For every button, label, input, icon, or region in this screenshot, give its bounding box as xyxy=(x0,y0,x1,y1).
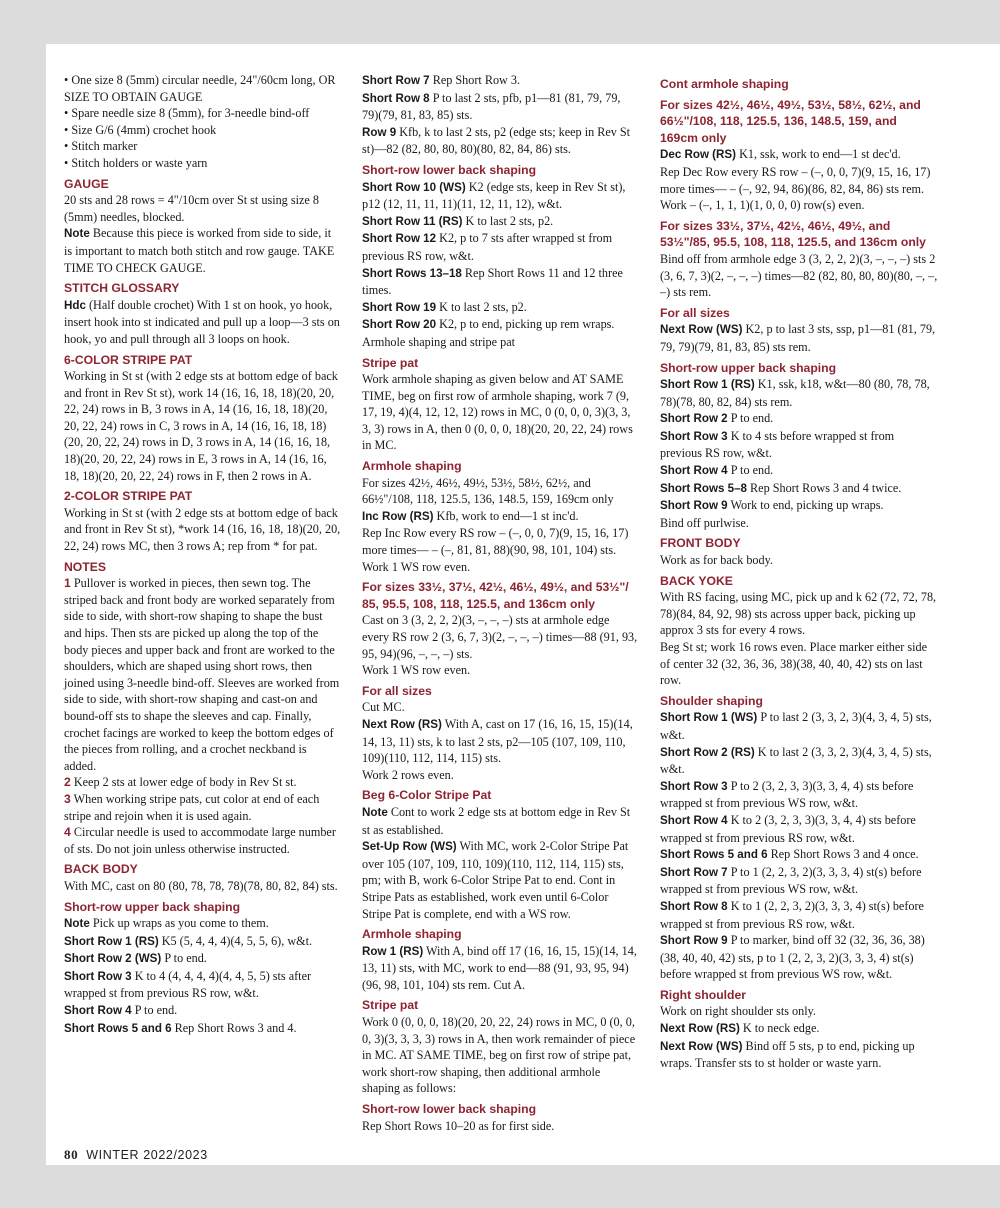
row-label: Short Row 3 xyxy=(64,969,132,983)
instruction-paragraph xyxy=(660,898,938,932)
row-label: Short Row 9 xyxy=(660,934,728,948)
materials-list-item xyxy=(64,155,341,172)
instruction-paragraph xyxy=(362,316,638,350)
instruction-paragraph xyxy=(660,812,938,846)
instruction-paragraph xyxy=(660,515,938,532)
section-heading: For sizes 33½, 37½, 42½, 46½, 49½, and 53½"/ 85, 95.5, 108, 118, 125.5, and 136cm only xyxy=(362,580,629,611)
instruction-paragraph xyxy=(362,1118,638,1135)
row-label: Short Row 19 xyxy=(362,300,437,314)
instruction-paragraph xyxy=(362,943,638,994)
paragraph-text: K to 1 (2, 2, 3, 2)(3, 3, 3, 4) st(s) before wrapped st from previous RS row, w&t. xyxy=(660,898,924,931)
paragraph-text: P to 1 (2, 2, 3, 2)(3, 3, 3, 4) st(s) before wrapped st from previous WS row, w&t. xyxy=(660,864,922,897)
paragraph-text: Work – (–, 1, 1, 1)(1, 0, 0, 0) row(s) even. xyxy=(660,198,865,213)
row-label: Short Row 8 xyxy=(660,899,728,913)
section-heading: Armhole shaping xyxy=(362,459,462,474)
paragraph-text: Bind off from armhole edge 3 (3, 2, 2, 2)(3, –, –, –) sts 2 (3, 6, 7, 3)(2, –, –, –) times—82 (82, 80, 80, 80)(80, –, –, –) sts rem. xyxy=(660,251,938,300)
column-1 xyxy=(64,72,341,1037)
section-heading: For all sizes xyxy=(362,683,432,698)
row-label: Short Row 8 xyxy=(362,91,430,105)
instruction-paragraph xyxy=(660,846,938,864)
paragraph-text: Rep Short Rows 3 and 4 once. xyxy=(767,847,919,862)
row-label: Note xyxy=(64,917,90,931)
section-heading: Stripe pat xyxy=(362,355,419,370)
instruction-paragraph xyxy=(660,1038,938,1072)
note-number: 3 xyxy=(64,791,71,806)
paragraph-text: Rep Short Rows 11 and 12 three times. xyxy=(362,265,623,298)
row-label: Short Rows 5–8 xyxy=(660,481,747,495)
paragraph-text: With MC, work 2-Color Stripe Pat over 105 (107, 109, 110, 109)(110, 112, 114, 115) sts, pm; with B, work 6-Color Stripe Pat to end. Cont in Stripe Pats as established, work even until 6-Color Stripe Pat is complete, end with a WS row. xyxy=(362,839,629,921)
paragraph-text: Work on right shoulder sts only. xyxy=(660,1004,816,1019)
instruction-paragraph xyxy=(64,575,341,774)
note-number: 4 xyxy=(64,825,71,840)
paragraph-text: K1, ssk, work to end—1 st dec'd. xyxy=(736,147,901,162)
paragraph-text: P to 2 (3, 2, 3, 3)(3, 3, 4, 4) sts before wrapped st from previous WS row, w&t. xyxy=(660,778,914,811)
paragraph-text: (Half double crochet) With 1 st on hook, yo hook, insert hook into st indicated and pull up a loop—3 sts on hook, yo and pull through all 3 loops on hook. xyxy=(64,297,340,346)
paragraph-text: Rep Inc Row every RS row – (–, 0, 0, 7)(9, 15, 16, 17) more times— – (–, 81, 81, 88)(90, 98, 101, 104) sts. xyxy=(362,526,629,558)
instruction-paragraph xyxy=(362,1014,638,1097)
instruction-paragraph xyxy=(660,376,938,410)
paragraph-text: K to last 2 sts, p2. xyxy=(436,299,527,314)
materials-list-item xyxy=(64,72,341,105)
instruction-paragraph xyxy=(362,179,638,213)
row-label: Short Row 4 xyxy=(660,464,728,478)
paragraph-text: Rep Short Rows 10–20 as for first side. xyxy=(362,1118,555,1133)
row-label: Short Row 1 (RS) xyxy=(660,378,755,392)
bullet-icon: • xyxy=(64,139,72,154)
instruction-paragraph xyxy=(64,878,341,895)
section-heading: Shoulder shaping xyxy=(660,693,763,708)
row-label: Next Row (WS) xyxy=(660,323,743,337)
row-label: Dec Row (RS) xyxy=(660,148,737,162)
instruction-paragraph xyxy=(362,72,638,90)
paragraph-text: For sizes 42½, 46½, 49½, 53½, 58½, 62½, and 66½"/108, 118, 125.5, 136, 148.5, 159, 169cm only xyxy=(362,475,614,507)
section-heading: Right shoulder xyxy=(660,987,746,1002)
instruction-paragraph xyxy=(660,589,938,639)
section-heading: For sizes 33½, 37½, 42½, 46½, 49½, and 53½"/85, 95.5, 108, 118, 125.5, and 136cm only xyxy=(660,218,926,250)
section-heading: Beg 6-Color Stripe Pat xyxy=(362,788,492,803)
paragraph-text: P to end. xyxy=(727,463,774,478)
paragraph-text: K to 4 sts before wrapped st from previous RS row, w&t. xyxy=(660,428,895,461)
materials-list-item xyxy=(64,138,341,155)
instruction-paragraph xyxy=(64,968,341,1002)
row-label: Next Row (RS) xyxy=(362,717,442,731)
row-label: Short Row 10 (WS) xyxy=(362,180,466,194)
paragraph-text: K to 2 (3, 2, 3, 3)(3, 3, 4, 4) sts before wrapped st from previous RS row, w&t. xyxy=(660,812,916,845)
bullet-icon: • xyxy=(64,122,72,137)
row-label: Next Row (WS) xyxy=(660,1039,743,1053)
instruction-paragraph xyxy=(64,915,341,933)
paragraph-text: Working in St st (with 2 edge sts at bottom edge of back and front in Rev St st), work 14 (16, 16, 18, 18)(20, 20, 22, 24) rows in B, 3 rows in A, 14 (16, 16, 18, 18)(20, 20, 22, 24) rows in C, 3 rows in A, 14 (16, 16, 18, 18)(20, 20, 22, 24) rows in D, 3 rows in A, 14 (16, 16, 18, 18)(20, 20, 22, 24) rows in E, 3 rows in A, 14 (16, 16, 18, 18)(20, 20, 22, 24) rows in F, then 2 rows in A. xyxy=(64,369,338,483)
paragraph-text: Cast on 3 (3, 2, 2, 2)(3, –, –, –) sts at armhole edge every RS row 2 (3, 6, 7, 3)(2, –, –, –) times—88 (91, 93, 95, 94)(96, –, –, –) sts. xyxy=(362,613,638,661)
instruction-paragraph xyxy=(362,90,638,124)
row-label: Short Row 2 (RS) xyxy=(660,745,755,759)
row-label: Short Rows 13–18 xyxy=(362,266,462,280)
instruction-paragraph xyxy=(64,1002,341,1020)
section-heading: BACK BODY xyxy=(64,862,138,877)
row-label: Short Row 9 xyxy=(660,499,728,513)
paragraph-text: K to 4 (4, 4, 4, 4)(4, 4, 5, 5) sts after wrapped st from previous RS row, w&t. xyxy=(64,968,312,1001)
instruction-paragraph xyxy=(362,124,638,158)
row-label: Short Row 3 xyxy=(660,779,728,793)
instruction-paragraph xyxy=(660,251,938,301)
paragraph-text: Work as for back body. xyxy=(660,553,773,568)
instruction-paragraph xyxy=(362,299,638,317)
section-heading: Short-row upper back shaping xyxy=(64,899,241,914)
paragraph-text: K2, p to last 3 sts, ssp, p1—81 (81, 79, 79, 79)(79, 81, 83, 85) sts rem. xyxy=(660,322,936,354)
row-label: Short Row 4 xyxy=(64,1004,132,1018)
section-heading: STITCH GLOSSARY xyxy=(64,281,180,296)
row-label: Short Row 7 xyxy=(362,74,430,87)
instruction-paragraph xyxy=(660,410,938,428)
row-label: Next Row (RS) xyxy=(660,1022,740,1036)
materials-list-item xyxy=(64,105,341,122)
paragraph-text: Bind off 5 sts, p to end, picking up wraps. Transfer sts to st holder or waste yarn. xyxy=(660,1038,915,1071)
row-label: Short Row 2 (WS) xyxy=(64,952,162,966)
instruction-paragraph xyxy=(64,824,341,857)
section-heading: FRONT BODY xyxy=(660,536,741,551)
section-heading: Short-row lower back shaping xyxy=(362,1102,537,1117)
paragraph-text: K2, p to end, picking up rem wraps. Armhole shaping and stripe pat xyxy=(362,317,615,349)
row-label: Note xyxy=(64,227,90,241)
instruction-paragraph xyxy=(362,559,638,576)
instruction-paragraph xyxy=(660,146,938,164)
instruction-paragraph xyxy=(64,950,341,968)
instruction-paragraph xyxy=(64,297,341,348)
note-number: 2 xyxy=(64,775,71,790)
paragraph-text: With MC, cast on 80 (80, 78, 78, 78)(78, 80, 82, 84) sts. xyxy=(64,878,338,893)
paragraph-text: K2, p to 7 sts after wrapped st from previous RS row, w&t. xyxy=(362,231,613,263)
instruction-paragraph xyxy=(660,932,938,983)
paragraph-text: K to last 2 sts, p2. xyxy=(462,213,554,228)
paragraph-text: P to marker, bind off 32 (32, 36, 36, 38)(38, 40, 40, 42) sts, p to 1 (2, 2, 3, 2)(3, 3, 3, 4) st(s) before wrapped st from previous WS row, w&t. xyxy=(660,933,925,982)
paragraph-text: Rep Short Row 3. xyxy=(429,73,521,87)
paragraph-text: Work 1 WS row even. xyxy=(362,559,471,574)
paragraph-text: Work to end, picking up wraps. xyxy=(727,498,884,513)
row-label: Short Row 20 xyxy=(362,318,437,332)
section-heading: Armhole shaping xyxy=(362,927,462,942)
paragraph-text: Circular needle is used to accommodate large number of sts. Do not join unless otherwise instructed. xyxy=(64,825,336,856)
row-label: Note xyxy=(362,805,388,819)
paragraph-text: Working in St st (with 2 edge sts at bottom edge of back and front in Rev St st), *work 14 (16, 16, 18, 18)(20, 20, 22, 24) rows MC, then 3 rows A; rep from * for pat. xyxy=(64,505,341,554)
materials-list-item xyxy=(64,122,341,139)
paragraph-text: With A, cast on 17 (16, 16, 15, 15)(14, 14, 13, 11) sts, k to last 2 sts, p2—105 (107, 109, 110, 109)(110, 112, 114, 115) sts. xyxy=(362,716,633,766)
section-heading: Short-row upper back shaping xyxy=(660,360,837,375)
paragraph-text: Cut MC. xyxy=(362,700,405,715)
page-footer xyxy=(64,1147,208,1163)
instruction-paragraph xyxy=(64,933,341,951)
bullet-icon: • xyxy=(64,106,72,121)
magazine-page xyxy=(46,44,1000,1165)
note-number: 1 xyxy=(64,576,71,591)
instruction-paragraph xyxy=(64,192,341,225)
instruction-paragraph xyxy=(64,225,341,276)
paragraph-text: K5 (5, 4, 4, 4)(4, 5, 5, 6), w&t. xyxy=(158,933,313,948)
instruction-paragraph xyxy=(362,525,638,558)
paragraph-text: K1, ssk, k18, w&t—80 (80, 78, 78, 78)(78, 80, 82, 84) sts rem. xyxy=(660,377,930,409)
row-label: Short Row 4 xyxy=(660,813,728,827)
paragraph-text: K to neck edge. xyxy=(739,1021,820,1036)
paragraph-text: Rep Dec Row every RS row – (–, 0, 0, 7)(9, 15, 16, 17) more times— – (–, 92, 94, 86)(86, 82, 84, 86) sts rem. xyxy=(660,164,931,196)
instruction-paragraph xyxy=(362,371,638,454)
instruction-paragraph xyxy=(362,213,638,231)
instruction-paragraph xyxy=(660,1003,938,1020)
bullet-icon: • xyxy=(64,73,72,87)
instruction-paragraph xyxy=(64,791,341,824)
paragraph-text: Keep 2 sts at lower edge of body in Rev St st. xyxy=(70,775,297,790)
instruction-paragraph xyxy=(362,716,638,767)
instruction-paragraph xyxy=(660,462,938,480)
instruction-paragraph xyxy=(660,709,938,743)
list-item-text: One size 8 (5mm) circular needle, 24"/60cm long, OR SIZE TO OBTAIN GAUGE xyxy=(64,73,336,104)
column-3 xyxy=(660,72,938,1072)
row-label: Row 9 xyxy=(362,125,397,139)
row-label: Short Row 7 xyxy=(660,865,728,879)
paragraph-text: Beg St st; work 16 rows even. Place marker either side of center 32 (32, 36, 36, 38)(38, 40, 40, 42) sts on last row. xyxy=(660,640,928,688)
instruction-paragraph xyxy=(660,552,938,569)
list-item-text: Spare needle size 8 (5mm), for 3-needle bind-off xyxy=(71,106,310,121)
instruction-paragraph xyxy=(660,497,938,515)
paragraph-text: Because this piece is worked from side to side, it is important to match both stitch and row gauge. TAKE TIME TO CHECK GAUGE. xyxy=(64,226,335,275)
instruction-paragraph xyxy=(660,428,938,462)
list-item-text: Stitch marker xyxy=(71,139,138,154)
row-label: Short Row 12 xyxy=(362,232,437,246)
instruction-paragraph xyxy=(660,321,938,355)
paragraph-text: K to last 2 (3, 3, 2, 3)(4, 3, 4, 5) sts, w&t. xyxy=(660,744,932,777)
row-label: Row 1 (RS) xyxy=(362,944,424,958)
bullet-icon: • xyxy=(64,155,72,170)
paragraph-text: P to end. xyxy=(161,951,207,966)
section-heading: Stripe pat xyxy=(362,998,419,1013)
instruction-paragraph xyxy=(362,838,638,922)
section-heading: BACK YOKE xyxy=(660,573,733,588)
paragraph-text: 20 sts and 28 rows = 4"/10cm over St st using size 8 (5mm) needles, blocked. xyxy=(64,193,319,224)
instruction-paragraph xyxy=(660,164,938,197)
list-item-text: Stitch holders or waste yarn xyxy=(71,155,208,170)
instruction-paragraph xyxy=(660,778,938,812)
instruction-paragraph xyxy=(362,265,638,299)
instruction-paragraph xyxy=(660,639,938,689)
paragraph-text: P to end. xyxy=(131,1003,178,1018)
row-label: Short Row 3 xyxy=(660,429,728,443)
paragraph-text: Work 1 WS row even. xyxy=(362,663,471,678)
paragraph-text: K2 (edge sts, keep in Rev St st), p12 (12, 11, 11, 11)(11, 12, 11, 12), w&t. xyxy=(362,179,626,212)
row-label: Hdc xyxy=(64,298,86,312)
paragraph-text: Kfb, k to last 2 sts, p2 (edge sts; keep in Rev St st)—82 (82, 80, 80, 80)(80, 82, 84, 86) sts. xyxy=(362,124,631,157)
page-number: 80 xyxy=(64,1147,79,1162)
instruction-paragraph xyxy=(362,804,638,838)
paragraph-text: Work armhole shaping as given below and AT SAME TIME, beg on first row of armhole shaping, work 7 (9, 17, 19, 4)(4, 12, 12, 12) rows in MC, 0 (0, 0, 0, 3)(3, 3, 3, 3) rows in A, then 0 (0, 0, 0, 18)(20, 20, 22, 24) rows in MC. xyxy=(362,372,633,453)
section-heading: NOTES xyxy=(64,559,106,574)
section-heading: Short-row lower back shaping xyxy=(362,162,537,177)
instruction-paragraph xyxy=(362,767,638,784)
paragraph-text: Pick up wraps as you come to them. xyxy=(89,916,269,931)
paragraph-text: P to last 2 sts, pfb, p1—81 (81, 79, 79, 79)(79, 81, 83, 85) sts. xyxy=(362,90,621,123)
instruction-paragraph xyxy=(660,197,938,214)
instruction-paragraph xyxy=(362,508,638,526)
row-label: Short Rows 5 and 6 xyxy=(660,848,768,862)
instruction-paragraph xyxy=(660,864,938,898)
paragraph-text: Rep Short Rows 3 and 4. xyxy=(171,1020,297,1035)
instruction-paragraph xyxy=(362,612,638,662)
instruction-paragraph xyxy=(362,475,638,508)
section-heading: 6-COLOR STRIPE PAT xyxy=(64,352,193,367)
instruction-paragraph xyxy=(362,662,638,679)
paragraph-text: Work 0 (0, 0, 0, 18)(20, 20, 22, 24) rows in MC, 0 (0, 0, 0, 3)(3, 3, 3, 3) rows in A, then work remainder of piece in MC. AT SAME TIME, beg on first row of stripe pat, work short-row shaping, then additional armhole shaping as follows: xyxy=(362,1015,636,1096)
section-heading: 2-COLOR STRIPE PAT xyxy=(64,489,193,504)
paragraph-text: Pullover is worked in pieces, then sewn tog. The striped back and front body are worked separately from side to side, with short-row shaping to shape the bust and hips. Then sts are picked up along the top of the body pieces and upper back and front are worked to the shoulders, which are shaped using short rows, then joined using 3-needle bind-off. Sleeves are worked from side to side, with short-row shaping and cast-on and bound-off sts to shape the sleeves and cap. Finally, crochet facings are worked to keep the bottom edges of the pieces from rolling, and a crochet neckband is added. xyxy=(64,576,340,773)
paragraph-text: With A, bind off 17 (16, 16, 15, 15)(14, 14, 13, 11) sts, with MC, work to end—88 (91, 93, 95, 94)(96, 98, 101, 104) sts rem. Cut A. xyxy=(362,943,637,992)
row-label: Short Rows 5 and 6 xyxy=(64,1021,172,1035)
section-heading: For sizes 42½, 46½, 49½, 53½, 58½, 62½, and 66½"/108, 118, 125.5, 136, 148.5, 159, and 169cm only xyxy=(660,97,921,145)
paragraph-text: Bind off purlwise. xyxy=(660,515,749,530)
paragraph-text: P to last 2 (3, 3, 2, 3)(4, 3, 4, 5) sts, w&t. xyxy=(660,710,932,742)
paragraph-text: Cont to work 2 edge sts at bottom edge in Rev St st as established. xyxy=(362,804,631,837)
issue-label: WINTER 2022/2023 xyxy=(86,1148,208,1162)
section-heading: Cont armhole shaping xyxy=(660,77,789,91)
instruction-paragraph xyxy=(64,368,341,484)
instruction-paragraph xyxy=(660,480,938,498)
instruction-paragraph xyxy=(64,1020,341,1038)
paragraph-text: When working stripe pats, cut color at end of each stripe and rejoin when it is used again. xyxy=(64,791,320,823)
instruction-paragraph xyxy=(362,699,638,716)
row-label: Set-Up Row (WS) xyxy=(362,840,457,854)
instruction-paragraph xyxy=(660,1020,938,1038)
paragraph-text: With RS facing, using MC, pick up and k 62 (72, 72, 78, 78)(84, 84, 92, 98) sts across upper back, picking up approx 3 sts for every 4 rows. xyxy=(660,590,937,638)
instruction-paragraph xyxy=(362,230,638,264)
column-2 xyxy=(362,72,638,1134)
section-heading: For all sizes xyxy=(660,305,730,320)
paragraph-text: Rep Short Rows 3 and 4 twice. xyxy=(746,480,902,495)
row-label: Short Row 1 (RS) xyxy=(64,934,159,948)
paragraph-text: Kfb, work to end—1 st inc'd. xyxy=(433,508,579,523)
paragraph-text: Work 2 rows even. xyxy=(362,767,454,782)
row-label: Short Row 11 (RS) xyxy=(362,214,463,228)
row-label: Inc Row (RS) xyxy=(362,509,434,523)
paragraph-text: P to end. xyxy=(727,411,774,426)
instruction-paragraph xyxy=(64,505,341,555)
row-label: Short Row 2 xyxy=(660,412,728,426)
instruction-paragraph xyxy=(64,774,341,791)
section-heading: GAUGE xyxy=(64,176,109,191)
instruction-paragraph xyxy=(660,744,938,778)
list-item-text: Size G/6 (4mm) crochet hook xyxy=(71,122,217,137)
row-label: Short Row 1 (WS) xyxy=(660,711,758,725)
